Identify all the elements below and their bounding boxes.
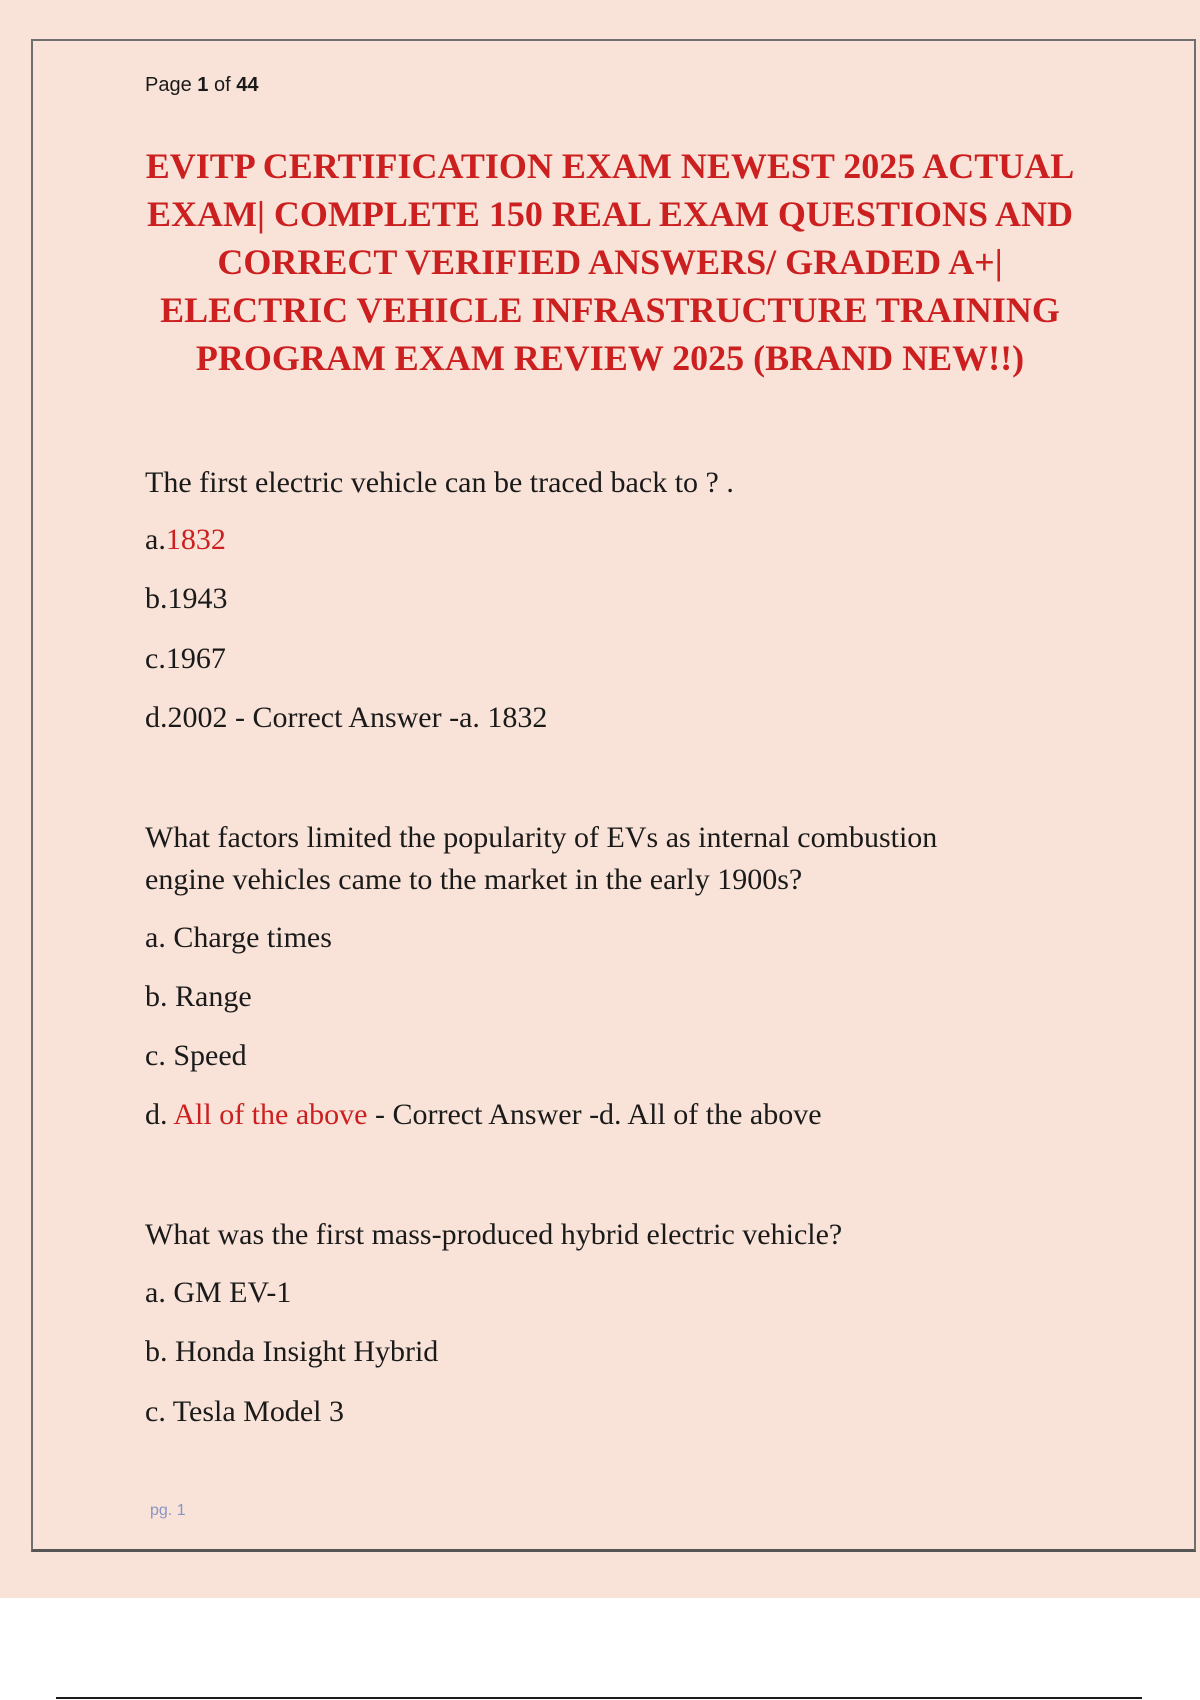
question-line: engine vehicles came to the market in the early 1900s? [145, 863, 803, 896]
page-of: of [213, 74, 231, 96]
question-line: What was the first mass-produced hybrid electric vehicle? [145, 1218, 843, 1251]
bottom-divider [56, 1697, 1142, 1699]
question-3-text [145, 1214, 1045, 1256]
question-2-option-c: c. Speed [145, 1039, 247, 1072]
page-total: 44 [236, 74, 259, 96]
option-prefix: d. [145, 1098, 174, 1131]
correct-answer-note: - Correct Answer -d. All of the above [367, 1098, 822, 1131]
page-label: Page [145, 74, 192, 96]
question-1-option-a [145, 520, 226, 560]
question-2-text [145, 817, 1045, 901]
question-line: The first electric vehicle can be traced back to ? . [145, 466, 734, 499]
title-line: EVITP CERTIFICATION EXAM NEWEST 2025 ACTUAL [145, 146, 1075, 186]
option-prefix: a. [145, 523, 166, 556]
question-1-option-b: b.1943 [145, 582, 228, 615]
question-2-option-d [145, 1095, 822, 1135]
question-3-option-b: b. Honda Insight Hybrid [145, 1335, 439, 1368]
correct-option-value: All of the above [173, 1098, 368, 1131]
question-2-option-a: a. Charge times [145, 921, 332, 954]
question-1-text [145, 462, 1045, 504]
page-indicator [145, 74, 258, 97]
question-3-option-c: c. Tesla Model 3 [145, 1395, 344, 1428]
title-line: EXAM| COMPLETE 150 REAL EXAM QUESTIONS AND [146, 194, 1074, 234]
title-line: CORRECT VERIFIED ANSWERS/ GRADED A+| [217, 242, 1003, 282]
footer-page-number: pg. 1 [150, 1502, 186, 1519]
question-1-option-d: d.2002 - Correct Answer -a. 1832 [145, 701, 548, 734]
document-title [140, 142, 1080, 382]
question-1-option-c: c.1967 [145, 642, 226, 675]
page-current: 1 [197, 74, 209, 96]
question-3-option-a: a. GM EV-1 [145, 1276, 292, 1309]
title-line: ELECTRIC VEHICLE INFRASTRUCTURE TRAINING [160, 290, 1060, 330]
title-line: PROGRAM EXAM REVIEW 2025 (BRAND NEW!!) [195, 338, 1025, 378]
question-2-option-b: b. Range [145, 980, 252, 1013]
correct-option-value: 1832 [165, 523, 226, 556]
question-line: What factors limited the popularity of EVs as internal combustion [145, 821, 938, 854]
